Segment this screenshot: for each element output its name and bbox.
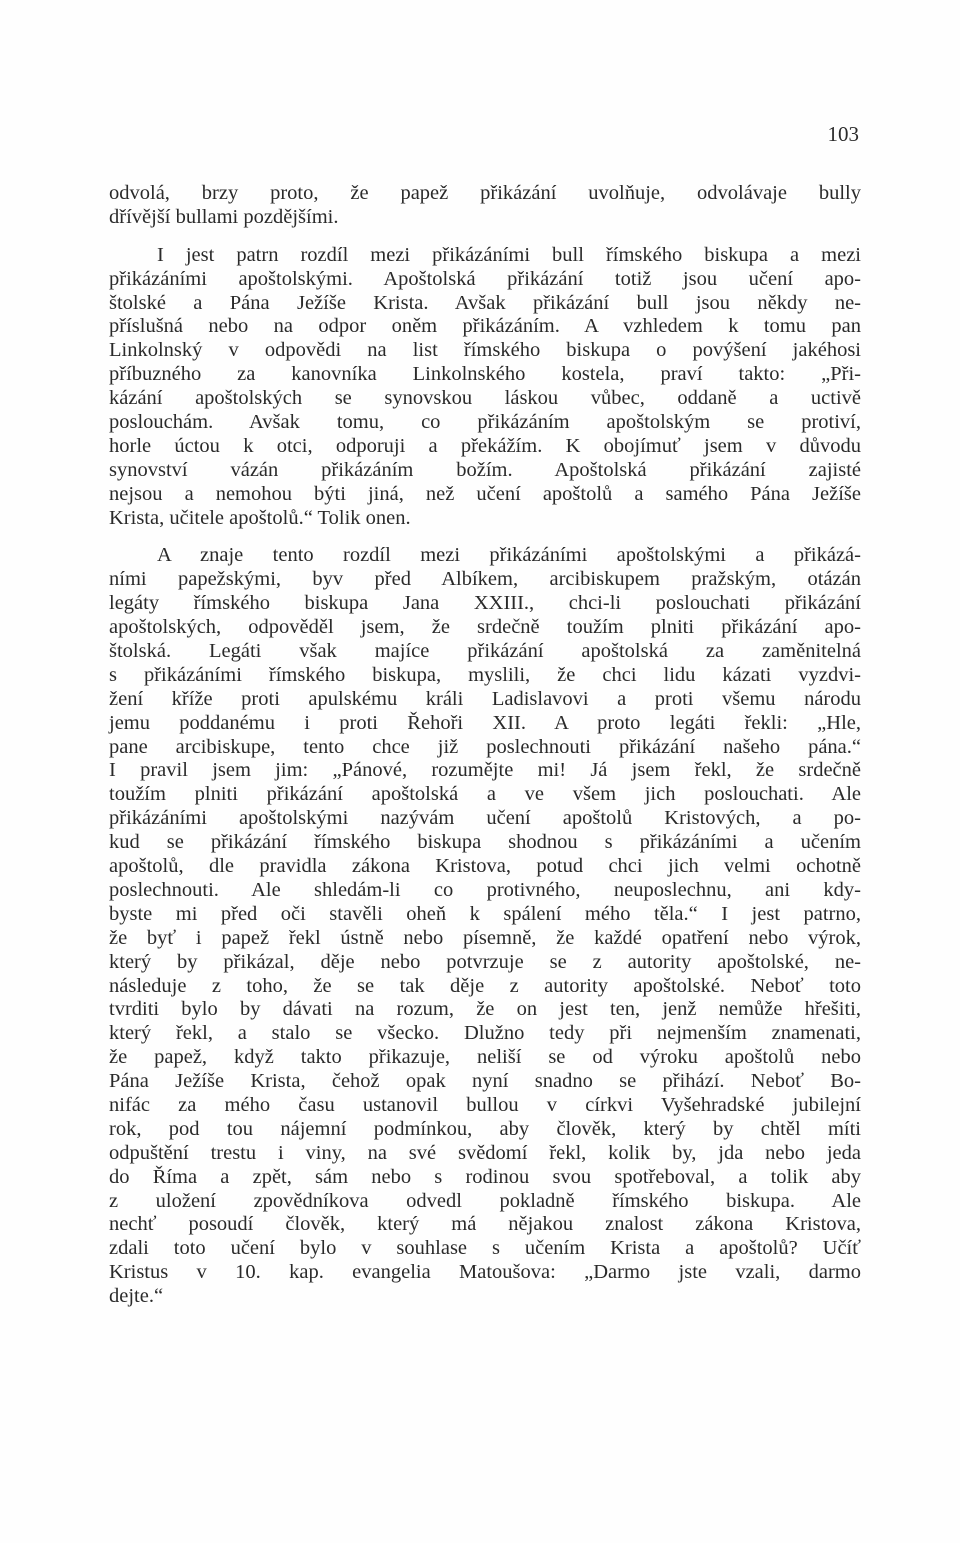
text-line: kázání apoštolských se synovskou láskou vůbec, oddaně a uctivě: [109, 387, 861, 410]
text-line: A znaje tento rozdíl mezi přikázáními apoštolskými a přikázá-: [157, 544, 861, 567]
body-text: [109, 182, 861, 1309]
text-line: nechť posoudí člověk, který má nějakou znalost zákona Kristova,: [109, 1213, 861, 1236]
text-line: příslušná nebo na odpor oněm přikázáním. A vzhledem k tomu pan: [109, 315, 861, 338]
text-line: že byť i papež řekl ústně nebo písemně, že každé opatření nebo výrok,: [109, 926, 861, 949]
text-line: štolská. Legáti však majíce přikázání apoštolská za zaměnitelná: [109, 640, 861, 663]
text-line: do Říma a zpět, sám nebo s rodinou svou spotřeboval, a tolik aby: [109, 1165, 861, 1188]
text-line: horle úctou k otci, odporuji a překážím. K obojímuť jsem v důvodu: [109, 434, 861, 457]
text-line: Kristus v 10. kap. evangelia Matoušova: „Darmo jste vzali, darmo: [109, 1261, 861, 1284]
text-line: žení kříže proti apulskému králi Ladislavovi a proti všemu národu: [109, 687, 861, 710]
text-line: legáty římského biskupa Jana XXIII., chci-li poslouchati přikázání: [109, 592, 861, 615]
text-line: I jest patrn rozdíl mezi přikázáními bull římského biskupa a mezi: [157, 243, 861, 266]
text-line: Krista, učitele apoštolů.“ Tolik onen.: [109, 506, 411, 529]
text-line: že papež, když takto přikazuje, neliší se od výroku apoštolů nebo: [109, 1046, 861, 1069]
text-line: rok, pod tou nájemní podmínkou, aby člověk, který by chtěl míti: [109, 1117, 861, 1140]
text-line: přikázáními apoštolskými. Apoštolská přikázání totiž jsou učení apo-: [109, 267, 861, 290]
text-line: odvolá, brzy proto, že papež přikázání uvolňuje, odvolávaje bully: [109, 182, 861, 204]
text-line: s přikázáními římského biskupa, myslili, že chci lidu kázati vyzdvi-: [109, 663, 861, 686]
text-line: štolské a Pána Ježíše Krista. Avšak přikázání bull jsou někdy ne-: [109, 291, 861, 314]
text-line: jemu poddanému i proti Řehoři XII. A proto legáti řekli: „Hle,: [109, 711, 861, 734]
text-line: příbuzného za kanovníka Linkolnského kostela, praví takto: „Při-: [109, 363, 861, 386]
text-line: apoštolů, dle pravidla zákona Kristova, potud chci jich velmi ochotně: [109, 855, 861, 878]
text-line: Pána Ježíše Krista, čehož opak nyní snadno se přihází. Neboť Bo-: [109, 1070, 861, 1093]
text-line: tvrditi bylo by dávati na rozum, že on jest ten, jenž nemůže hřešiti,: [109, 998, 861, 1021]
text-line: kud se přikázání římského biskupa shodnou s přikázáními a učením: [109, 831, 861, 854]
text-line: poslouchám. Avšak tomu, co přikázáním apoštolským se protiví,: [109, 411, 861, 434]
text-line: I pravil jsem jim: „Pánové, rozumějte mi! Já jsem řekl, že srdečně: [109, 759, 861, 782]
text-line: z uložení zpovědníkova odvedl pokladně římského biskupa. Ale: [109, 1189, 861, 1212]
text-line: přikázáními apoštolskými nazývám učení apoštolů Kristových, a po-: [109, 807, 861, 830]
text-line: byste mi před oči stavěli oheň k spálení mého těla.“ I jest patrno,: [109, 902, 861, 925]
text-line: dřívější bullami pozdějšími.: [109, 205, 339, 228]
text-line: Linkolnský v odpovědi na list římského biskupa o povýšení jakéhosi: [109, 339, 861, 362]
text-line: apoštolských, odpověděl jsem, že srdečně toužím plniti přikázání apo-: [109, 616, 861, 639]
text-line: který řekl, a stalo se všecko. Dlužno tedy při nejmenším znamenati,: [109, 1022, 861, 1045]
text-line: odpuštění trestu i viny, na své svědomí řekl, kolik by, jda nebo jeda: [109, 1141, 861, 1164]
text-line: zdali toto učení bylo v souhlase s učením Krista a apoštolů? Učíť: [109, 1237, 861, 1260]
text-line: toužím plniti přikázání apoštolská a ve všem jich poslouchati. Ale: [109, 783, 861, 806]
text-line: který by přikázal, děje nebo potvrzuje se z autority apoštolské, ne-: [109, 950, 861, 973]
text-line: nifác za mého času ustanovil bullou v církvi Vyšehradské jubilejní: [109, 1093, 861, 1116]
text-line: poslechnouti. Ale shledám-li co protivného, neuposlechnu, ani kdy-: [109, 878, 861, 901]
text-line: nejsou a nemohou býti jiná, než učení apoštolů a samého Pána Ježíše: [109, 482, 861, 505]
text-line: následuje z toho, že se tak děje z autority apoštolské. Neboť toto: [109, 974, 861, 997]
text-line: dejte.“: [109, 1285, 164, 1308]
page-number: 103: [827, 122, 859, 146]
text-line: pane arcibiskupe, tento chce již poslechnouti přikázání našeho pána.“: [109, 735, 861, 758]
text-line: ními papežskými, byv před Albíkem, arcibiskupem pražským, otázán: [109, 568, 861, 591]
text-line: synovství vázán přikázáním božím. Apoštolská přikázání zajisté: [109, 458, 861, 481]
